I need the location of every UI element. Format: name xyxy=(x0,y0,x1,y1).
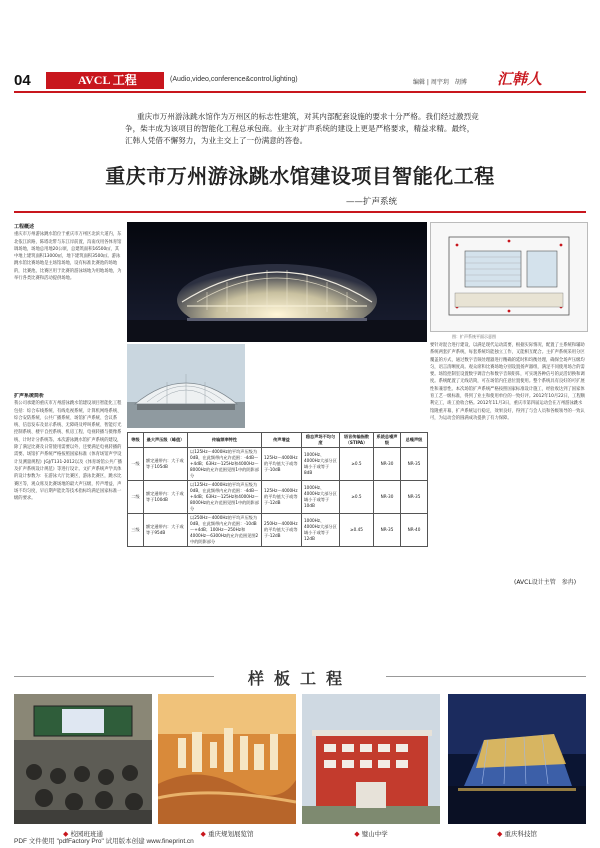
table-cell: 额定通带内：大于或等于95dB xyxy=(144,514,188,547)
table-cell: 以125Hz～4000Hz的平均声压级为0dB，在此频带内允许范围：-4dB～+4dB；63Hz～125Hz和4000Hz～8000Hz的允许范围见图1中的阴影部分 xyxy=(188,481,262,514)
bullet-icon: ◆ xyxy=(354,830,360,838)
planning-hall-photo xyxy=(158,694,296,824)
signoff: (AVCL设计主管 参冉) xyxy=(514,579,577,586)
caption-text: 校园班班通 xyxy=(70,830,103,838)
table-cell: ≥0.5 xyxy=(340,448,374,481)
table-header: 传输频率特性 xyxy=(188,433,262,448)
article-subtitle: ——扩声系统 xyxy=(346,197,398,207)
title-rule xyxy=(14,211,586,213)
table-cell: 以125Hz～4000Hz的平均声压级为0dB，在此频带内允许范围：-4dB～+4dB；63Hz～125Hz和4000Hz～8000Hz的允许范围见图1中的阴影部分 xyxy=(188,448,262,481)
table-cell: 1000Hz、4000Hz大部分区域小于或等于8dB xyxy=(302,448,340,481)
caption-bishan-school xyxy=(306,829,436,838)
bullet-icon: ◆ xyxy=(200,830,206,838)
table-cell: 1000Hz、4000Hz大部分区域小于或等于10dB xyxy=(302,481,340,514)
header-rule xyxy=(14,91,586,93)
overview-column xyxy=(14,224,122,282)
table-cell: NR-35 xyxy=(401,481,428,514)
table-cell: 125Hz～4000Hz的平均值大于或等于-12dB xyxy=(262,481,302,514)
table-row xyxy=(128,514,428,547)
table-cell: NR-35 xyxy=(374,514,401,547)
table-header: 系统总噪声级 xyxy=(374,433,401,448)
overview-text: 重庆市万州游泳跳水馆位于重庆市万州区北滨大道内，东北依江滨路，陈塔北带与东江岸前置，沟南戊用各体育馆调场地，场地总用地20公顷，总建筑面积16500㎡，其中地上建筑面积13000㎡，地下建筑面积3500㎡。游泳跳水馆比赛场地是主场馆场地，设有标准比赛池的场地的，比赛池，比赛区用于比赛的游泳场地为用地场地，为举行各类比赛和活动提供场地。 xyxy=(14,232,122,282)
table-cell: 额定通带内：大于或等于105dB xyxy=(144,448,188,481)
page-number: 04 xyxy=(14,72,31,89)
table-header-row xyxy=(128,433,428,448)
table-cell: 三级 xyxy=(128,514,144,547)
table-cell: ≥0.5 xyxy=(340,481,374,514)
table-header: 稳态声场不均匀度 xyxy=(302,433,340,448)
table-cell: ≥0.45 xyxy=(340,514,374,547)
right-column xyxy=(430,342,586,574)
system-heading: 扩声系统简析 xyxy=(14,393,45,399)
overview-heading: 工程概述 xyxy=(14,224,35,230)
table-cell: NR-30 xyxy=(374,448,401,481)
table-cell: 1000Hz、4000Hz大部分区域小于或等于12dB xyxy=(302,514,340,547)
classroom-photo xyxy=(14,694,152,824)
table-cell: 125Hz～4000Hz的平均值大于或等于-10dB xyxy=(262,448,302,481)
table-row xyxy=(128,481,428,514)
spec-table xyxy=(127,432,428,547)
system-text: 我公司承建的重庆市万州游泳跳水馆建设项目智能化工程包括：综合布线系统、有线电视系统、计算机网络系统、综合安防系统、公共广播系统、场馆扩声系统、会议系统、信息发布及显示系统、无障碍及呼叫系统、智能灯光控制系统、楼宇自控系统、机房工程、电视转播与摄像系统、计时计分系统等。本次游泳跳水馆扩声系统的建设，除了满足比赛及日常使用需要以外，还要满足电视转播的需要。场馆扩声系统严格按照国家标准《体育场馆声学设计及测量规程》JGJ/T131-2012以及《体育场馆公共广播及扩声系统设计规范》等进行设计。文扩声系统声学具体的设计参数为：在游泳大厅比赛区，游泳比赛区，跳水比赛区等，观众席及比赛场地的最大声压级，传声增益，声场不均匀度，早后期声能比等技术指标均满足国家标准一级的要求。 xyxy=(14,401,122,502)
table-cell: NR-40 xyxy=(401,514,428,547)
table-header: 最大声压级（峰值） xyxy=(144,433,188,448)
caption-science-museum xyxy=(452,829,582,838)
section-badge: AVCL 工程 xyxy=(46,72,164,89)
floor-plan-diagram xyxy=(430,222,588,332)
table-cell: 额定通带内：大于或等于100dB xyxy=(144,481,188,514)
pdf-footer: PDF 文件使用 "pdfFactory Pro" 试用版本创建 www.fineprint.cn xyxy=(14,838,194,845)
table-header: 总噪声级 xyxy=(401,433,428,448)
table-header: 传声增益 xyxy=(262,433,302,448)
table-cell: 250Hz～4000Hz的平均值大于或等于-12dB xyxy=(262,514,302,547)
system-column xyxy=(14,393,122,645)
table-cell: NR-30 xyxy=(374,481,401,514)
stadium-day-photo xyxy=(127,344,245,428)
intro-paragraph: 重庆市万州游泳跳水馆作为万州区的标志性建筑，对其内部配套设施的要求十分严格。我们经过激烈竞争，柴丰成为该项目的智能化工程总承包商。业主对扩声系统的建设上更是严格要求，精益求精。最终，汇韩人凭借不懈努力，为业主交上了一份满意的答卷。 xyxy=(125,112,479,145)
science-museum-photo xyxy=(448,694,586,824)
table-cell: NR-35 xyxy=(401,448,428,481)
section-subtitle: (Audio,video,conference&control,lighting) xyxy=(170,76,298,83)
table-row xyxy=(128,448,428,481)
editors-line: 编辑 | 周宇玥 胡博 xyxy=(413,79,467,86)
table-header: 等级 xyxy=(128,433,144,448)
article-title: 重庆市万州游泳跳水馆建设项目智能化工程 xyxy=(105,164,495,188)
bullet-icon: ◆ xyxy=(497,830,503,838)
table-header: 语言传输指数（STIPA） xyxy=(340,433,374,448)
bishan-school-photo xyxy=(302,694,440,824)
caption-text: 重庆科技馆 xyxy=(504,830,537,838)
bullet-icon: ◆ xyxy=(63,830,69,838)
table-cell: 二级 xyxy=(128,481,144,514)
caption-text: 重庆规划展览馆 xyxy=(207,830,254,838)
table-cell: 一级 xyxy=(128,448,144,481)
stadium-night-photo xyxy=(127,222,427,342)
brand-logo: 汇韩人 xyxy=(497,70,543,88)
table-cell: 以250Hz～4000Hz的平均声压级为0dB，在此频带内允许范围：-10dB～+4dB；100Hz～250Hz和4000Hz～6300Hz的允许范围见图2中的阴影部分 xyxy=(188,514,262,547)
diagram-caption: 图：扩声系统平面示意图 xyxy=(452,334,496,339)
caption-text: 璧山中学 xyxy=(361,830,388,838)
right-column-text: 要针对混合进行建设，以满足现代运动需要，根据实际情况，配置了主系统和辅助系统两套扩声系统，每套系统均能独立工作，又能相互配合。主扩声系统采用分区覆盖的方式，通过数字音频处理器进行精确的延时和均衡处理，确保全场声压级均匀，语言清晰度高。观众席和比赛场地分别设置扬声器组，满足不同使用场合的需要。场馆控制室设置数字调音台和数字音频矩阵，可实现各种信号的灵活切换和调度。系统配置了无线话筒，可在场馆内任意位置使用。整个系统具有良好的可扩展性和兼容性。本次场馆扩声系统严格按照国家标准设计施工，经验收达到了国家体育工艺一级标准，得到了业主和使用单位的一致好评。2012年10月22日，工程顺利完工，竣工验收合格。2012年11月3日，重庆市第四届运动会在万州游泳跳水馆隆重开幕，扩声系统运行稳定，效果良好，得到了与会人员和各级领导的一致认可，为运动会的圆满成功提供了有力保障。 xyxy=(430,343,586,421)
banner-title: 样板工程 xyxy=(247,669,352,688)
